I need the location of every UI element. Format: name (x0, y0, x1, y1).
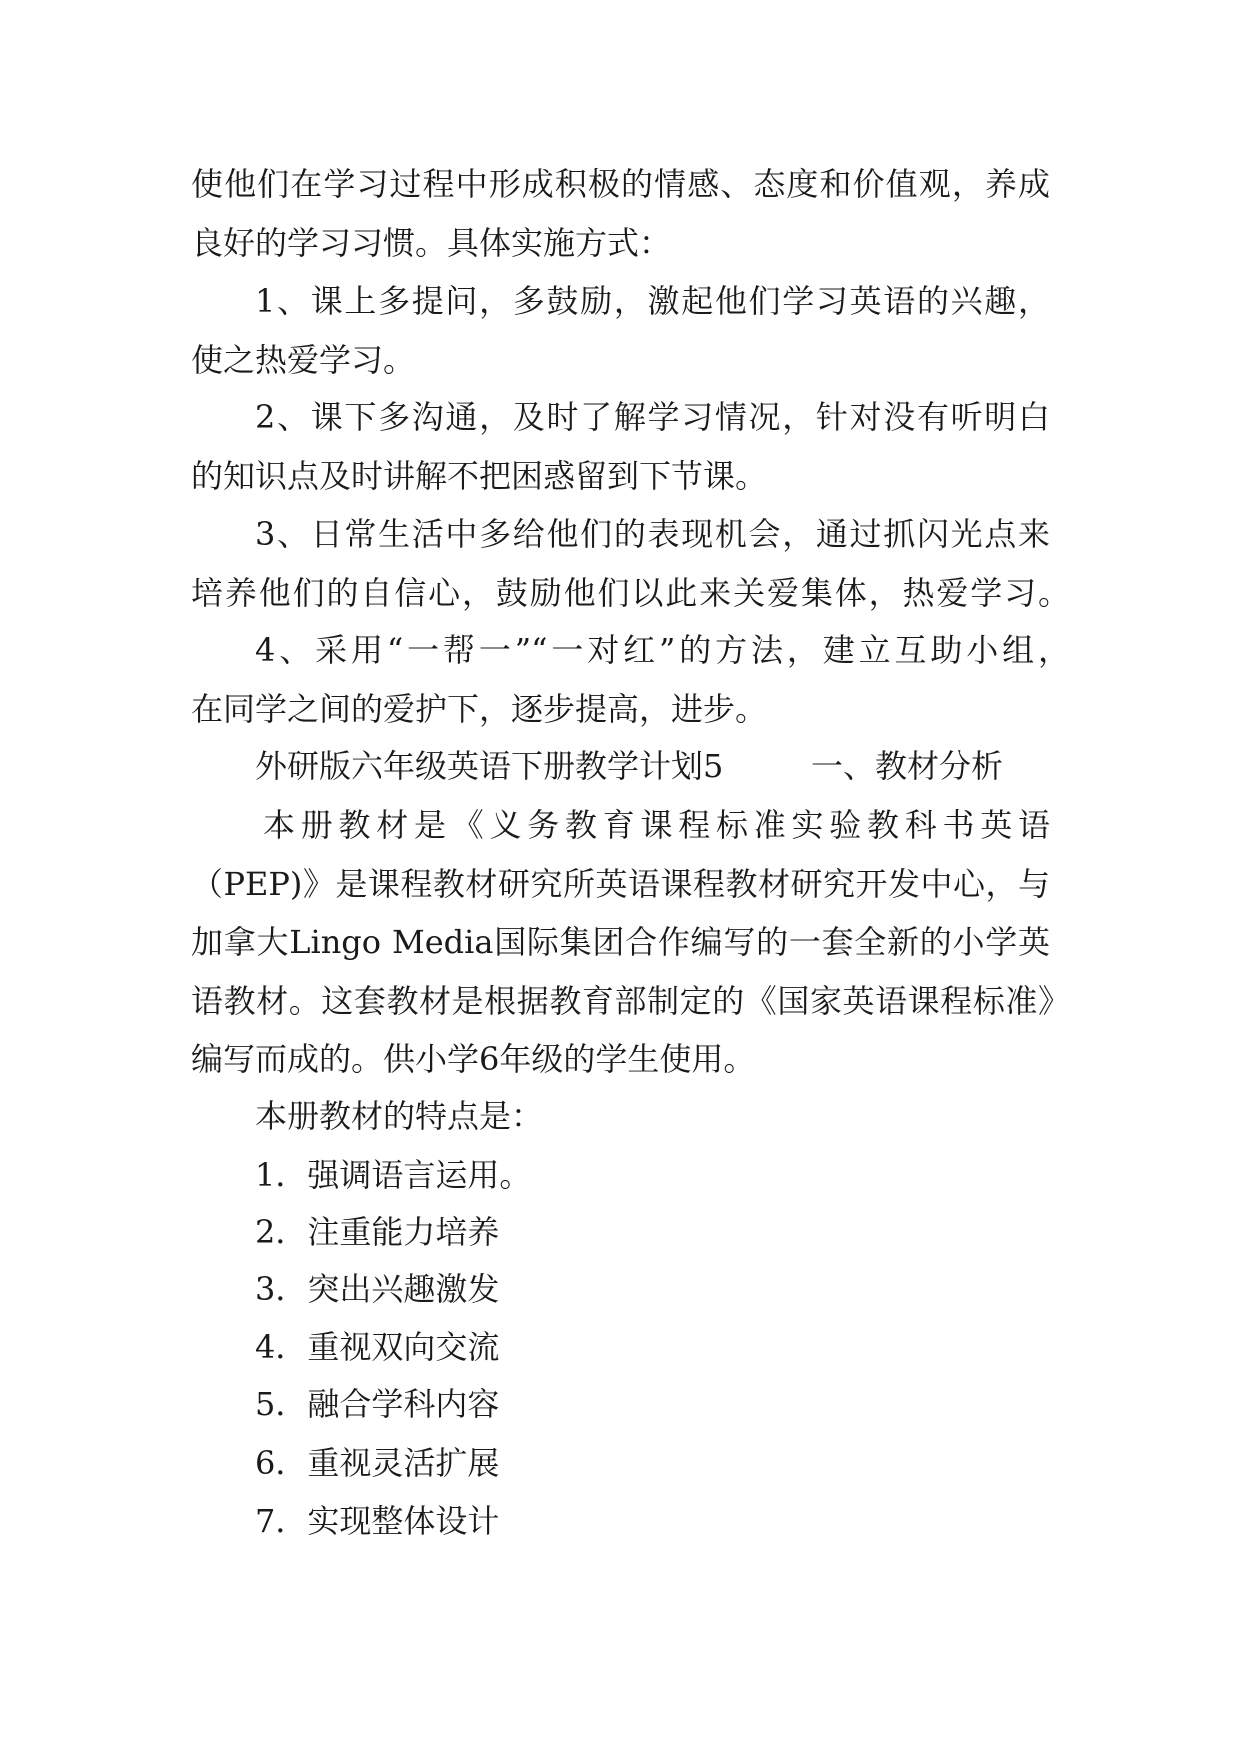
feature-item: 2．注重能力培养 (255, 1213, 500, 1251)
paragraph-line: 良好的学习习惯。具体实施方式： (191, 224, 672, 262)
list-item-line: 3、日常生活中多给他们的表现机会，通过抓闪光点来 (255, 515, 1050, 553)
list-item-line: 使之热爱学习。 (191, 341, 416, 379)
paragraph-line: 编写而成的。供小学6年级的学生使用。 (191, 1040, 756, 1078)
feature-item: 3．突出兴趣激发 (255, 1270, 500, 1308)
list-item-line: 培养他们的自信心，鼓励他们以此来关爱集体，热爱学习。 (191, 574, 1070, 612)
feature-item: 1．强调语言运用。 (255, 1156, 532, 1194)
section-heading: 一、教材分析 (811, 747, 1004, 785)
feature-item: 6．重视灵活扩展 (255, 1444, 500, 1482)
paragraph-line: 语教材。这套教材是根据教育部制定的《国家英语课程标准》 (191, 982, 1070, 1020)
list-item-line: 在同学之间的爱护下，逐步提高，进步。 (191, 690, 768, 728)
features-intro: 本册教材的特点是： (255, 1097, 544, 1135)
list-item-line: 2、课下多沟通，及时了解学习情况，针对没有听明白 (255, 398, 1050, 436)
paragraph-line: （PEP)》是课程教材研究所英语课程教材研究开发中心，与 (191, 865, 1050, 903)
paragraph-line: 加拿大Lingo Media国际集团合作编写的一套全新的小学英 (191, 923, 1050, 961)
list-item-line: 1、课上多提问，多鼓励，激起他们学习英语的兴趣， (255, 282, 1050, 320)
list-item-line: 的知识点及时讲解不把困惑留到下节课。 (191, 457, 768, 495)
list-item-line: 4、采用“一帮一”“一对红”的方法，建立互助小组， (255, 631, 1070, 669)
feature-item: 5．融合学科内容 (255, 1385, 500, 1423)
feature-item: 7．实现整体设计 (255, 1502, 500, 1540)
paragraph-line: 使他们在学习过程中形成积极的情感、态度和价值观，养成 (191, 165, 1050, 203)
paragraph-line: 本册教材是《义务教育课程标准实验教科书英语 (263, 806, 1050, 844)
feature-item: 4．重视双向交流 (255, 1328, 500, 1366)
section-title: 外研版六年级英语下册教学计划5 (255, 747, 724, 785)
